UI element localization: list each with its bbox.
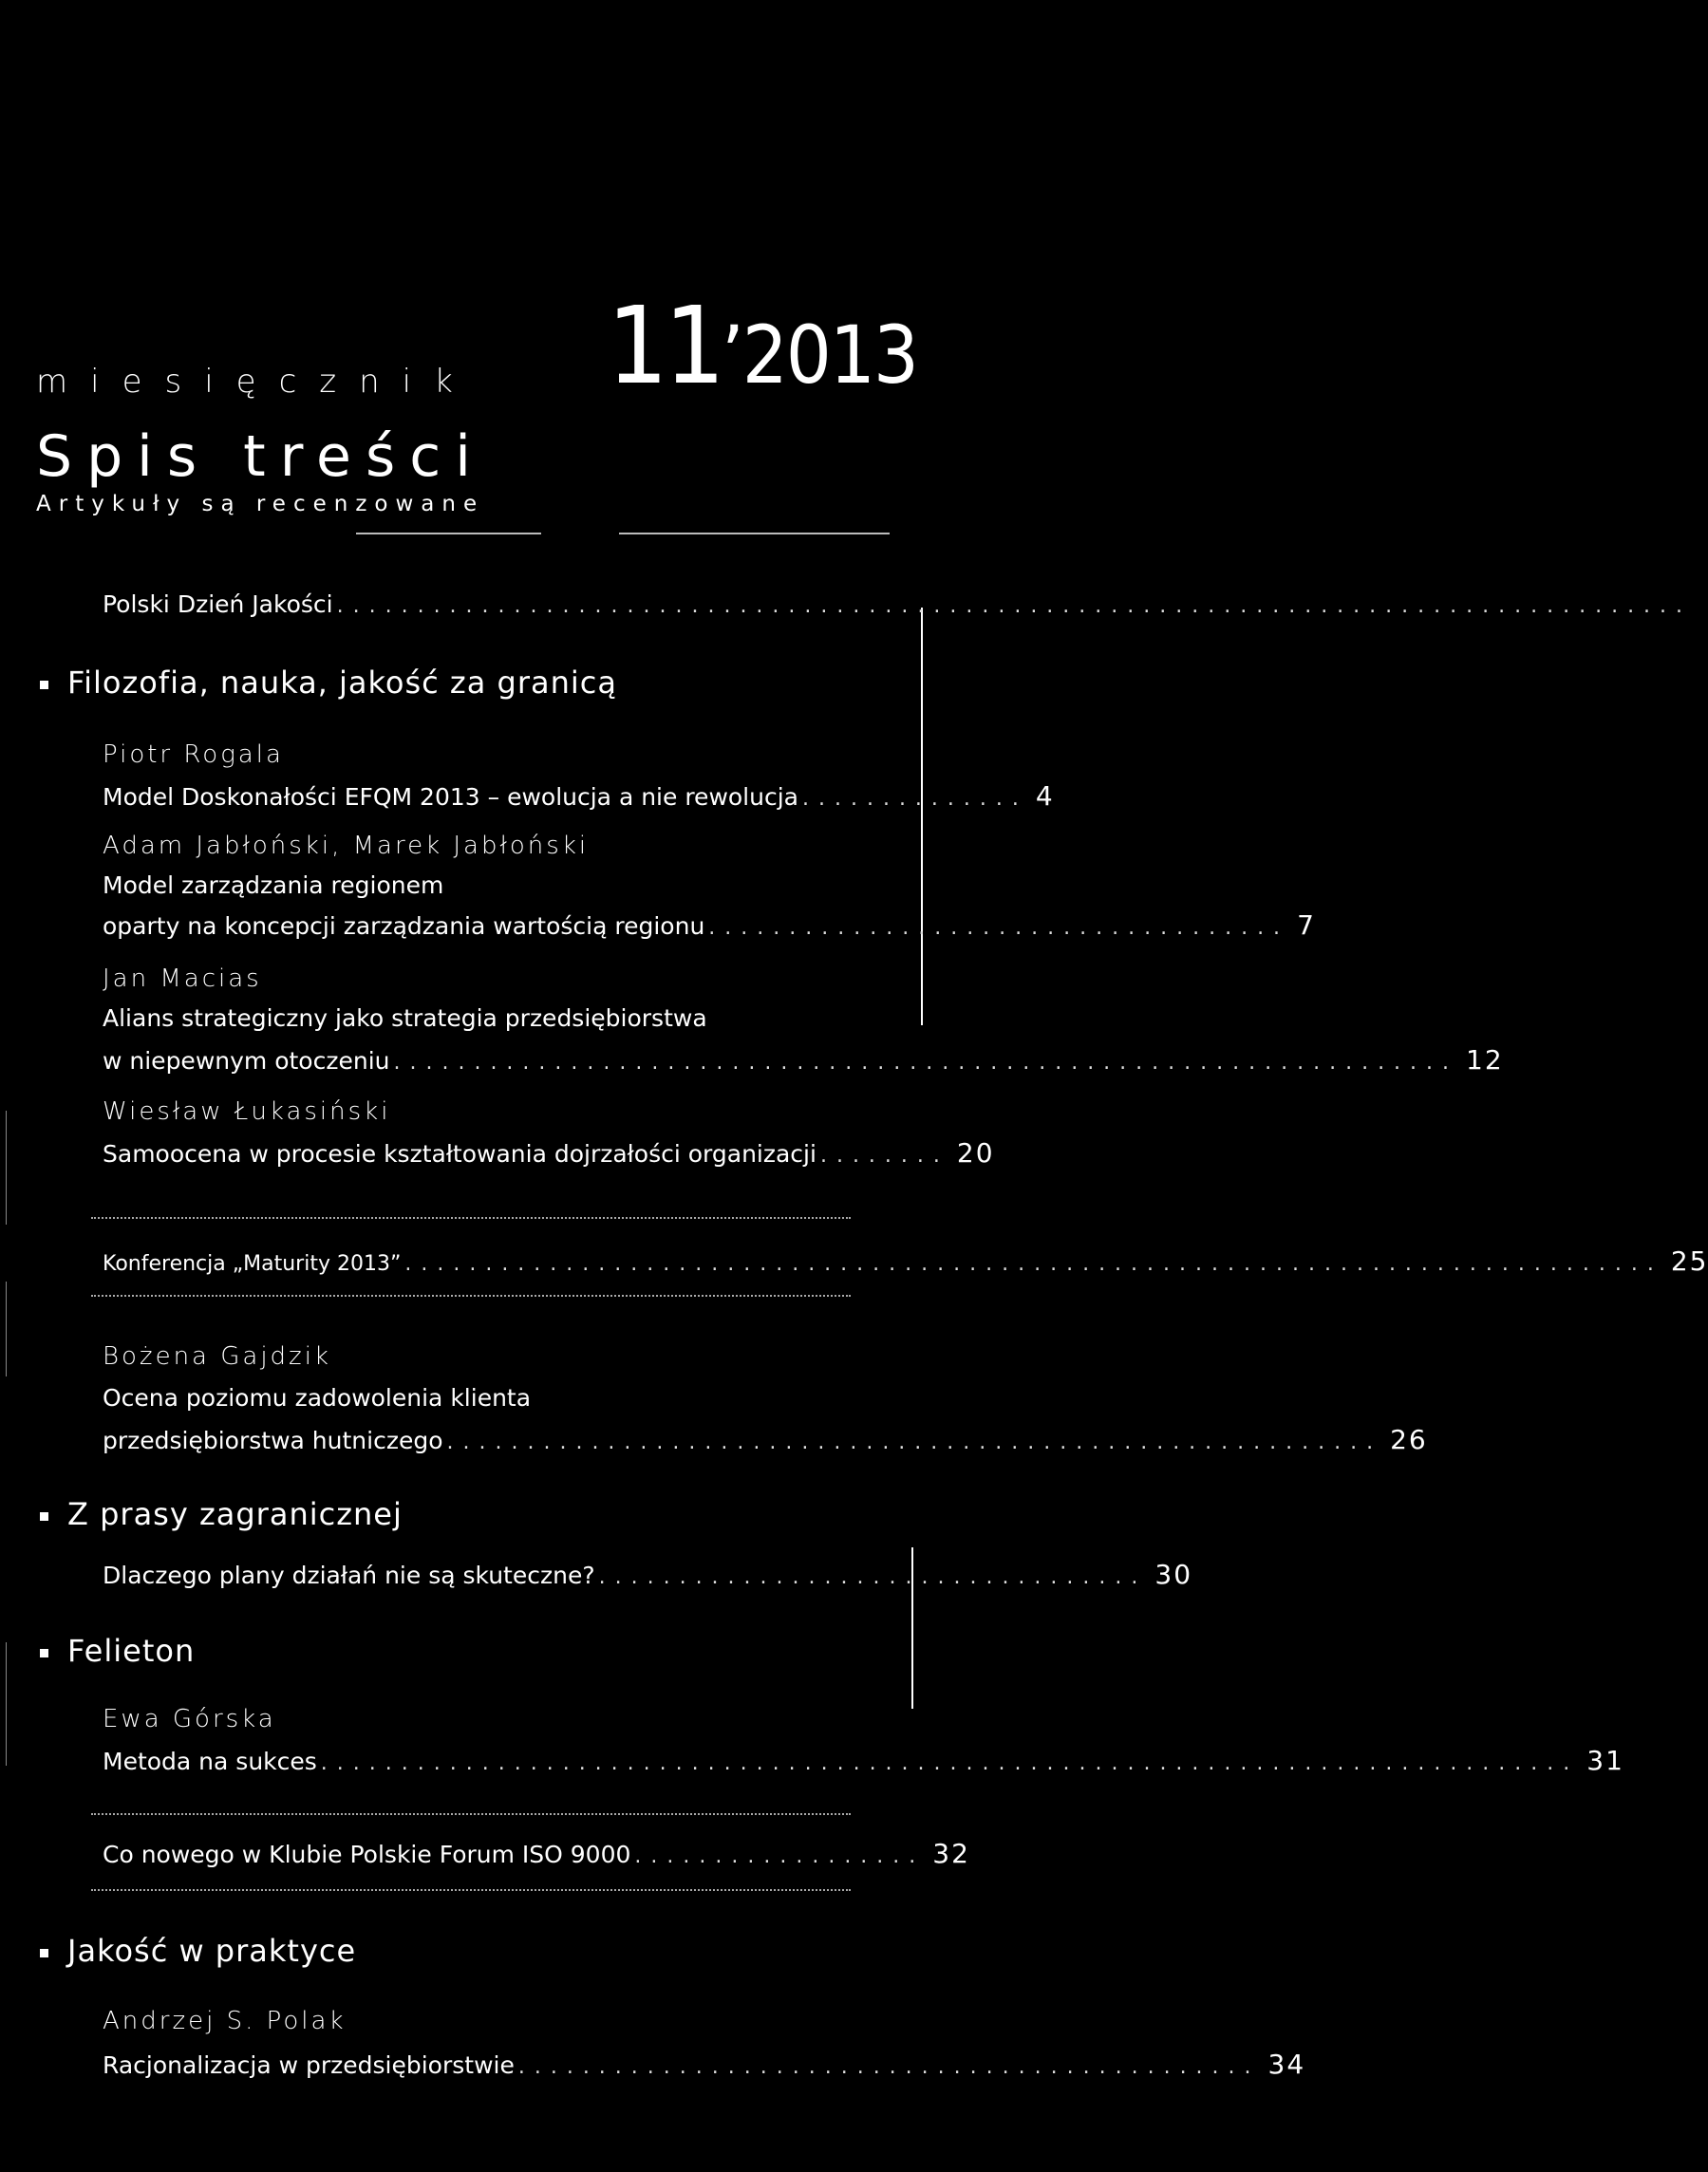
leader-dots: .............................................. [517,2055,1261,2079]
toc-title: Samoocena w procesie kształtowania dojrzałości organizacji [103,1140,816,1168]
toc-entry-dlaczego[interactable] [103,1559,1193,1590]
toc-title: oparty na koncepcji zarządzania wartością regionu [103,912,705,940]
bullet-icon [40,1949,48,1957]
author-gorska: Ewa Górska [103,1705,276,1733]
edge-mark-1 [6,1111,7,1225]
dotted-separator [91,1889,851,1891]
toc-entry-klub[interactable] [103,1838,970,1869]
issue-number [608,285,917,408]
leader-dots: .............. [801,787,1028,811]
toc-page: 32 [932,1838,970,1869]
page-title: Spis treści [36,423,485,490]
leader-dots: .................................................................................... [336,594,1693,618]
toc-title: Model Doskonałości EFQM 2013 – ewolucja a nie rewolucja [103,783,798,811]
toc-title: Racjonalizacja w przedsiębiorstwie [103,2051,515,2079]
toc-title: Dlaczego plany działań nie są skuteczne? [103,1562,595,1589]
toc-title: Konferencja „Maturity 2013” [103,1252,402,1276]
author-macias: Jan Macias [103,964,262,993]
section-heading-felieton [40,1633,195,1669]
toc-entry-polak[interactable] [103,2049,1306,2080]
toc-entry-jablonski[interactable] [103,909,1316,941]
section-heading-praktyka [40,1933,356,1969]
section-title: Z prasy zagranicznej [67,1496,403,1532]
issue-year: ’2013 [721,309,917,402]
section-title: Jakość w praktyce [67,1933,357,1969]
vertical-bar-top [921,608,923,1025]
section-heading-prasa [40,1496,403,1532]
leader-dots: .............................................................................. [320,1751,1580,1775]
dotted-separator [91,1295,851,1297]
toc-title: Metoda na sukces [103,1748,317,1775]
author-polak: Andrzej S. Polak [103,2007,347,2035]
toc-title: Polski Dzień Jakości [103,590,333,618]
author-gajdzik: Bożena Gajdzik [103,1342,331,1371]
toc-page: 30 [1154,1559,1193,1590]
toc-page: 4 [1035,780,1055,812]
edge-mark-2 [6,1282,7,1376]
issue-month: 11 [607,285,722,408]
header-rule-left [356,533,541,534]
toc-title: przedsiębiorstwa hutniczego [103,1427,443,1454]
toc-entry-rogala[interactable] [103,780,1055,812]
toc-entry-gorska[interactable] [103,1745,1624,1776]
leader-dots: .................................................................. [393,1051,1459,1075]
leader-dots: .......................................................... [446,1431,1383,1454]
toc-entry-konferencja[interactable] [103,1245,1708,1277]
section-title: Filozofia, nauka, jakość za granicą [67,665,617,701]
toc-title: w niepewnym otoczeniu [103,1047,390,1075]
leader-dots: ........ [819,1144,949,1168]
toc-page: 25 [1670,1245,1708,1277]
author-jablonski: Adam Jabłoński, Marek Jabłoński [103,832,590,860]
page-subtitle: Artykuły są recenzowane [36,492,485,516]
edge-mark-3 [6,1642,7,1766]
toc-page: 34 [1267,2049,1306,2080]
toc-entry-polski-dzien[interactable] [103,590,1693,618]
leader-dots: .................................. [598,1565,1148,1589]
header-rule-right [619,533,890,534]
leader-dots: .................. [634,1844,926,1868]
toc-title-line1: Alians strategiczny jako strategia przedsiębiorstwa [103,1004,707,1032]
bullet-icon [40,1512,48,1521]
magazine-label: miesięcznik [36,363,476,401]
bullet-icon [40,1649,48,1657]
toc-page: 20 [956,1137,995,1169]
toc-title: Co nowego w Klubie Polskie Forum ISO 9000 [103,1841,631,1868]
dotted-separator [91,1217,851,1219]
toc-entry-macias[interactable] [103,1044,1504,1076]
section-title: Felieton [67,1633,196,1669]
section-heading-filozofia [40,665,617,701]
toc-page: 7 [1297,909,1316,941]
author-lukasinski: Wiesław Łukasiński [103,1097,391,1126]
toc-page: 26 [1390,1424,1428,1455]
toc-entry-gajdzik[interactable] [103,1424,1428,1455]
toc-page: 12 [1466,1044,1504,1076]
leader-dots: .............................................................................. [404,1252,1663,1276]
leader-dots: .................................... [708,916,1290,940]
author-rogala: Piotr Rogala [103,740,284,769]
toc-entry-lukasinski[interactable] [103,1137,995,1169]
dotted-separator [91,1813,851,1815]
toc-title-line1: Ocena poziomu zadowolenia klienta [103,1384,532,1412]
toc-page: 31 [1586,1745,1624,1776]
toc-title-line1: Model zarządzania regionem [103,871,444,899]
bullet-icon [40,681,48,689]
